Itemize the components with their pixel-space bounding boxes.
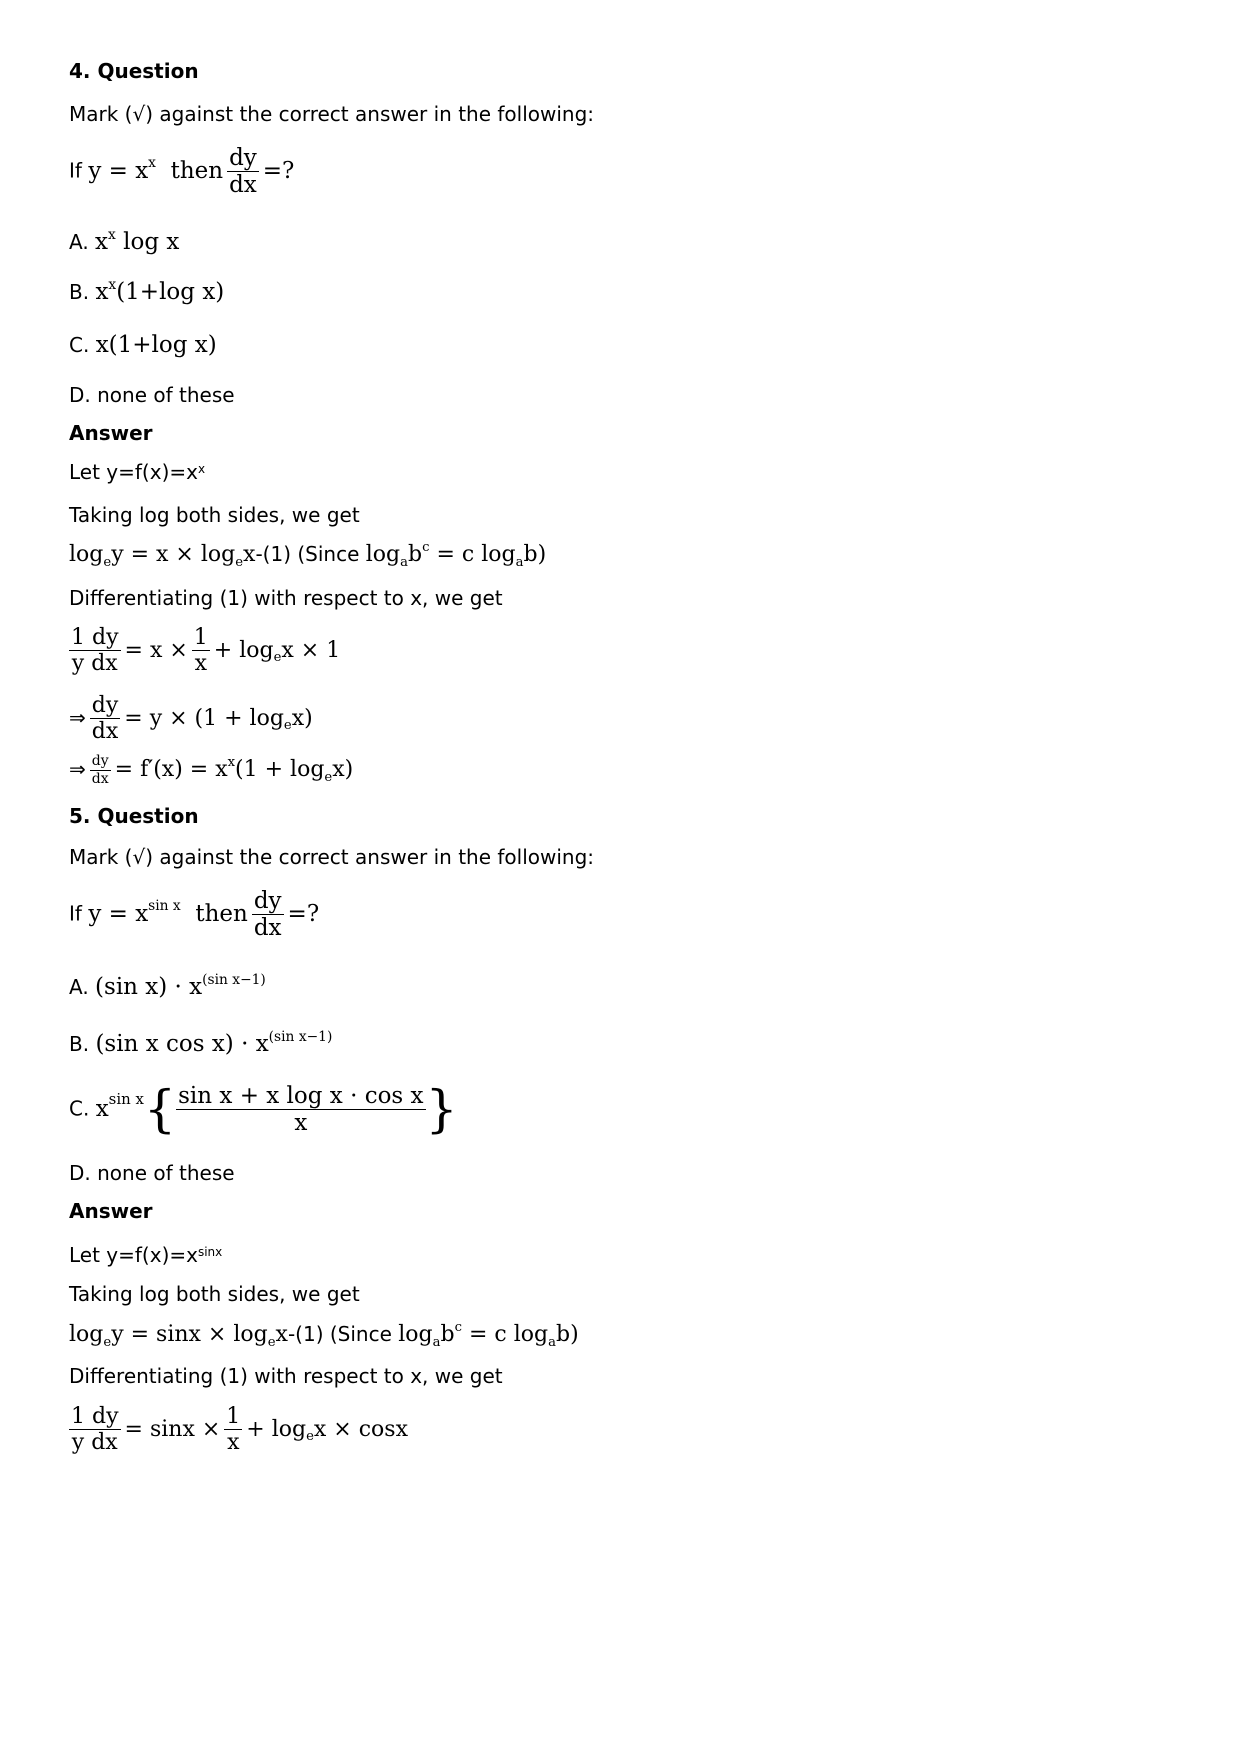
q5-heading: 5. Question	[69, 804, 199, 828]
step1-since: -(1) (Since	[287, 1322, 392, 1346]
eq2-frac	[90, 694, 121, 743]
eq1-sub: e	[306, 1429, 314, 1445]
eq3-sup: x	[227, 755, 236, 771]
option-rest: (1+log x)	[116, 279, 225, 305]
q5-prompt-base: y = x	[88, 900, 149, 927]
left-brace-icon: {	[143, 1078, 177, 1138]
eq2-end: x)	[291, 705, 313, 731]
eq3-den: dx	[91, 770, 109, 787]
since-log: log	[398, 1322, 433, 1347]
step1-log: log	[69, 1322, 104, 1347]
option-base: x	[95, 1095, 109, 1122]
q4-prompt-then: then	[170, 157, 224, 184]
since-sub: a	[432, 1334, 441, 1350]
option-exp: (sin x−1)	[202, 971, 266, 988]
step1-var: x	[243, 542, 256, 567]
step1-sub: e	[103, 554, 112, 570]
q5-prompt-exp: sin x	[148, 898, 181, 915]
q5-prompt-prefix: If	[69, 901, 82, 926]
eq3-rest2: (1 + log	[235, 757, 325, 783]
let-exp: x	[197, 462, 206, 476]
since-sub2: a	[548, 1334, 556, 1350]
option-label: D.	[69, 383, 91, 407]
q5-step1	[69, 1322, 579, 1350]
q5-option-c[interactable]	[69, 1078, 458, 1138]
option-math	[95, 1028, 333, 1057]
q5-diff-text: Differentiating (1) with respect to x, we get	[69, 1364, 503, 1388]
eq1-num2: 1	[226, 1404, 241, 1429]
option-label: B.	[69, 280, 90, 304]
q4-prompt-den: dx	[229, 172, 257, 199]
option-fraction	[176, 1084, 425, 1135]
eq1-frac1	[69, 1405, 121, 1454]
q4-instruction: Mark (√) against the correct answer in the following:	[69, 102, 595, 126]
since-math	[365, 540, 547, 570]
option-exp: x	[108, 276, 117, 293]
q5-option-a[interactable]	[69, 971, 266, 1002]
q4-step1	[69, 542, 546, 570]
q5-instruction: Mark (√) against the correct answer in the following:	[69, 845, 595, 869]
eq1-den2: x	[227, 1430, 240, 1456]
option-base: (sin x cos x) · x	[95, 1031, 269, 1057]
eq3-frac	[90, 754, 111, 786]
option-text: none of these	[97, 383, 235, 407]
q4-option-b[interactable]	[69, 276, 225, 307]
eq1-frac2	[192, 626, 210, 675]
q4-option-d[interactable]	[69, 383, 235, 407]
since-sup: c	[422, 540, 430, 556]
q5-prompt	[69, 889, 319, 940]
q5-answer-heading: Answer	[69, 1199, 153, 1223]
right-brace-icon: }	[425, 1078, 458, 1138]
q5-prompt-end: =?	[287, 900, 320, 927]
step1-body: y = x × log	[111, 542, 236, 567]
eq1-den1: y dx	[71, 651, 118, 677]
step1-math	[69, 542, 256, 570]
step1-var: x	[275, 1322, 288, 1347]
eq1-math	[69, 1404, 408, 1456]
step1-sub2: e	[267, 1334, 276, 1350]
step1-body: y = sinx × log	[111, 1322, 268, 1347]
since-b: b	[408, 542, 423, 567]
eq3-num: dy	[91, 753, 109, 769]
q4-eq1	[69, 626, 340, 675]
eq1-end2: x × cosx	[313, 1416, 408, 1442]
option-label: C.	[69, 1096, 90, 1121]
eq1-num1: 1 dy	[71, 1404, 119, 1429]
eq1-mid: = x ×	[124, 637, 188, 663]
q4-prompt-base: y = x	[88, 157, 149, 184]
q4-let-line	[69, 460, 205, 487]
q4-heading: 4. Question	[69, 59, 199, 83]
option-label: B.	[69, 1032, 90, 1056]
eq1-mid: = sinx ×	[124, 1416, 221, 1442]
let-text: Let y=f(x)=x	[69, 1243, 198, 1267]
q4-option-c[interactable]	[69, 333, 217, 357]
since-body: = c log	[462, 1322, 549, 1347]
q4-prompt-num: dy	[229, 145, 257, 171]
eq2-math	[86, 693, 313, 745]
q4-answer-heading: Answer	[69, 421, 153, 445]
q5-prompt-then: then	[195, 900, 248, 927]
q5-prompt-num: dy	[253, 888, 282, 914]
eq2-sub: e	[283, 718, 292, 734]
q5-option-b[interactable]	[69, 1028, 333, 1059]
since-math	[398, 1320, 579, 1350]
option-label: A.	[69, 975, 89, 999]
q5-let-line	[69, 1243, 222, 1270]
step1-math	[69, 1322, 288, 1350]
q5-option-d[interactable]: D. none of these	[69, 1161, 235, 1185]
eq1-end2: x × 1	[281, 637, 341, 663]
option-math	[95, 971, 266, 1000]
eq1-math	[69, 625, 341, 677]
q5-prompt-den: dx	[253, 915, 282, 942]
eq1-num1: 1 dy	[71, 625, 119, 650]
since-sup: c	[454, 1320, 462, 1336]
eq1-frac2	[224, 1405, 242, 1454]
q5-eq1	[69, 1405, 408, 1454]
q4-taking-log: Taking log both sides, we get	[69, 503, 360, 527]
q4-option-a[interactable]	[69, 226, 180, 257]
q4-prompt	[69, 146, 294, 197]
q4-eq3	[69, 754, 353, 786]
option-math: x(1+log x)	[95, 332, 217, 358]
q4-prompt-prefix: If	[69, 158, 82, 183]
q4-eq2	[69, 694, 313, 743]
since-end: b)	[555, 1322, 579, 1347]
option-num: sin x + x log x · cos x	[178, 1083, 424, 1109]
option-base: x	[95, 229, 109, 255]
eq3-sub: e	[324, 769, 333, 785]
since-sub2: a	[515, 554, 524, 570]
option-label: C.	[69, 333, 90, 357]
implies-icon: ⇒	[69, 757, 86, 782]
q4-prompt-math	[88, 145, 295, 199]
q5-prompt-math	[88, 888, 320, 942]
let-text: Let y=f(x)=x	[69, 460, 198, 484]
since-log: log	[365, 542, 401, 567]
option-math	[95, 226, 180, 255]
eq1-sub: e	[273, 650, 282, 666]
eq1-end: + log	[246, 1416, 307, 1442]
eq1-end: + log	[213, 637, 274, 663]
option-exp: sin x	[108, 1090, 144, 1109]
option-rest: log x	[123, 229, 180, 255]
option-math	[95, 1078, 458, 1138]
step1-log: log	[69, 542, 104, 567]
option-base: x	[95, 279, 109, 305]
eq3-end: x)	[332, 757, 354, 783]
eq1-den1: y dx	[71, 1430, 118, 1456]
q4-diff-text: Differentiating (1) with respect to x, we get	[69, 586, 503, 610]
implies-icon: ⇒	[69, 705, 86, 730]
step1-sub2: e	[235, 554, 244, 570]
since-end: b)	[523, 542, 547, 567]
option-den: x	[294, 1110, 308, 1137]
eq2-num: dy	[91, 693, 119, 718]
step1-since: -(1) (Since	[255, 542, 360, 566]
q5-prompt-fraction	[252, 889, 284, 940]
q4-prompt-fraction	[227, 146, 259, 197]
step1-sub: e	[103, 1334, 112, 1350]
eq1-num2: 1	[193, 625, 208, 650]
option-base: (sin x) · x	[95, 974, 203, 1000]
since-sub: a	[400, 554, 409, 570]
eq1-den2: x	[194, 651, 207, 677]
eq3-math	[86, 753, 354, 787]
eq2-den: dx	[91, 719, 119, 745]
eq2-rest: = y × (1 + log	[124, 705, 284, 731]
q5-taking-log: Taking log both sides, we get	[69, 1282, 360, 1306]
q4-prompt-exp: x	[148, 155, 156, 172]
q4-prompt-end: =?	[262, 157, 295, 184]
option-exp: x	[108, 226, 116, 243]
since-b: b	[440, 1322, 455, 1347]
since-body: = c log	[429, 542, 516, 567]
option-label: A.	[69, 230, 89, 254]
let-exp: sinx	[197, 1245, 223, 1259]
eq3-rest: = f′(x) = x	[114, 757, 228, 783]
option-math	[95, 276, 225, 305]
eq1-frac1	[69, 626, 121, 675]
option-exp: (sin x−1)	[268, 1028, 333, 1045]
